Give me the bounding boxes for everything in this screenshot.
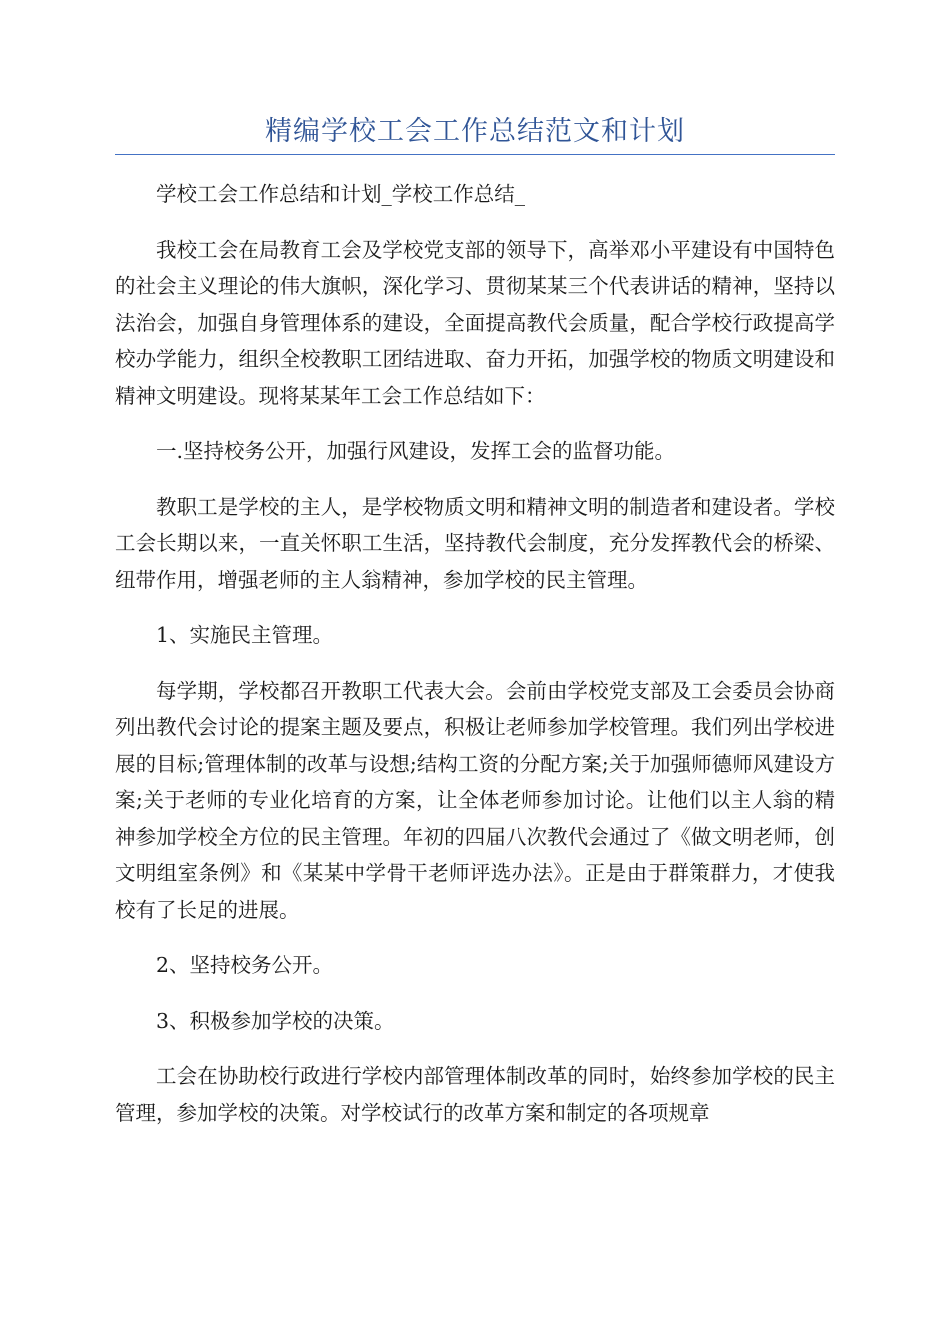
paragraph-subtitle: 学校工会工作总结和计划_学校工作总结_ (156, 182, 525, 206)
paragraph: 每学期，学校都召开教职工代表大会。会前由学校党支部及工会委员会协商列出教代会讨论的提案主题及要点，积极让老师参加学校管理。我们列出学校进展的目标;管理体制的改革与设想;结构工资的分配方案;关于加强师德师风建设方案;关于老师的专业化培育的方案，让全体老师参加讨论。让他们以主人翁的精神参加学校全方位的民主管理。年初的四届八次教代会通过了《做文明老师，创文明组室条例》和《某某中学骨干老师评选办法》。正是由于群策群力，才使我校有了长足的进展。 (115, 678, 835, 922)
document-title: 精编学校工会工作总结范文和计划 (265, 116, 685, 147)
subsection-heading-2: 2、坚持校务公开。 (156, 953, 334, 977)
paragraph-intro: 我校工会在局教育工会及学校党支部的领导下，高举邓小平建设有中国特色的社会主义理论的伟大旗帜，深化学习、贯彻某某三个代表讲话的精神，坚持以法治会，加强自身管理体系的建设，全面提高教代会质量，配合学校行政提高学校办学能力，组织全校教职工团结进取、奋力开拓，加强学校的物质文明建设和精神文明建设。现将某某年工会工作总结如下： (115, 237, 835, 408)
subsection-heading-1: 1、实施民主管理。 (156, 623, 334, 647)
paragraph: 工会在协助校行政进行学校内部管理体制改革的同时，始终参加学校的民主管理，参加学校的决策。对学校试行的改革方案和制定的各项规章 (115, 1064, 835, 1125)
paragraph: 教职工是学校的主人，是学校物质文明和精神文明的制造者和建设者。学校工会长期以来，一直关怀职工生活，坚持教代会制度，充分发挥教代会的桥梁、纽带作用，增强老师的主人翁精神，参加学校的民主管理。 (115, 494, 835, 592)
section-heading-1: 一.坚持校务公开，加强行风建设，发挥工会的监督功能。 (156, 439, 676, 463)
subsection-heading-3: 3、积极参加学校的决策。 (156, 1008, 395, 1033)
title-underline (115, 154, 835, 155)
document-body (115, 176, 835, 1150)
